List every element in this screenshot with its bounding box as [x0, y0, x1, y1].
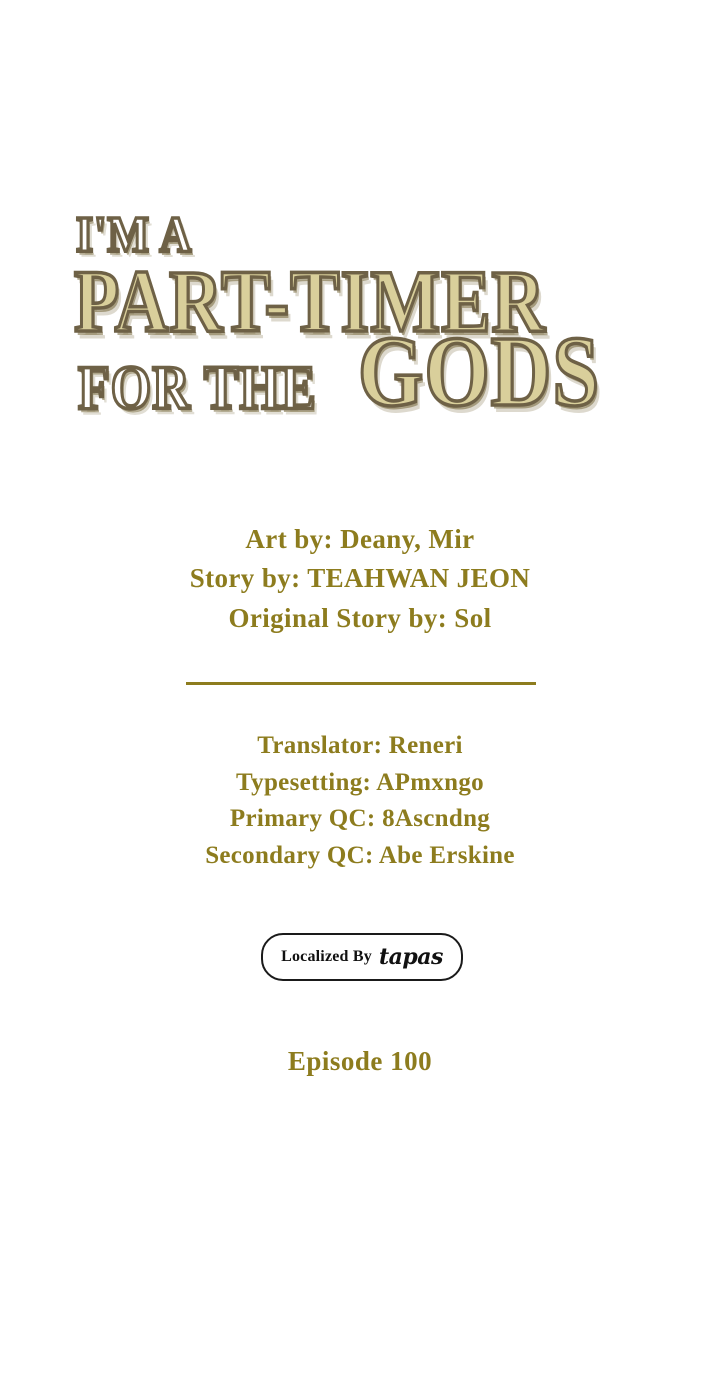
credit-translator: Translator: Reneri	[257, 732, 463, 759]
credits-main	[0, 520, 720, 638]
credit-primary-qc: Primary QC: 8Ascndng	[229, 805, 491, 832]
localized-by-badge	[261, 933, 463, 981]
section-divider	[186, 682, 536, 685]
credit-original-story-by: Original Story by: Sol	[228, 602, 492, 633]
title-line-2: PART-TIMER	[74, 253, 546, 352]
credit-story-by: Story by: TEAHWAN JEON	[189, 563, 531, 594]
title-line-3-big: GODS	[358, 316, 601, 428]
credits-staff	[0, 728, 720, 874]
credit-typesetting: Typesetting: APmxngo	[236, 768, 484, 796]
title-line-1: I'M A	[76, 206, 193, 263]
credit-art-by: Art by: Deany, Mir	[245, 524, 475, 554]
title-line-3-small: FOR THE	[78, 354, 317, 423]
tapas-logo: tapas	[378, 944, 443, 970]
episode-label: Episode 100	[287, 1046, 433, 1076]
localized-by-label: Localized By	[281, 948, 372, 965]
credit-secondary-qc: Secondary QC: Abe Erskine	[205, 841, 515, 869]
title-artwork	[0, 196, 720, 436]
